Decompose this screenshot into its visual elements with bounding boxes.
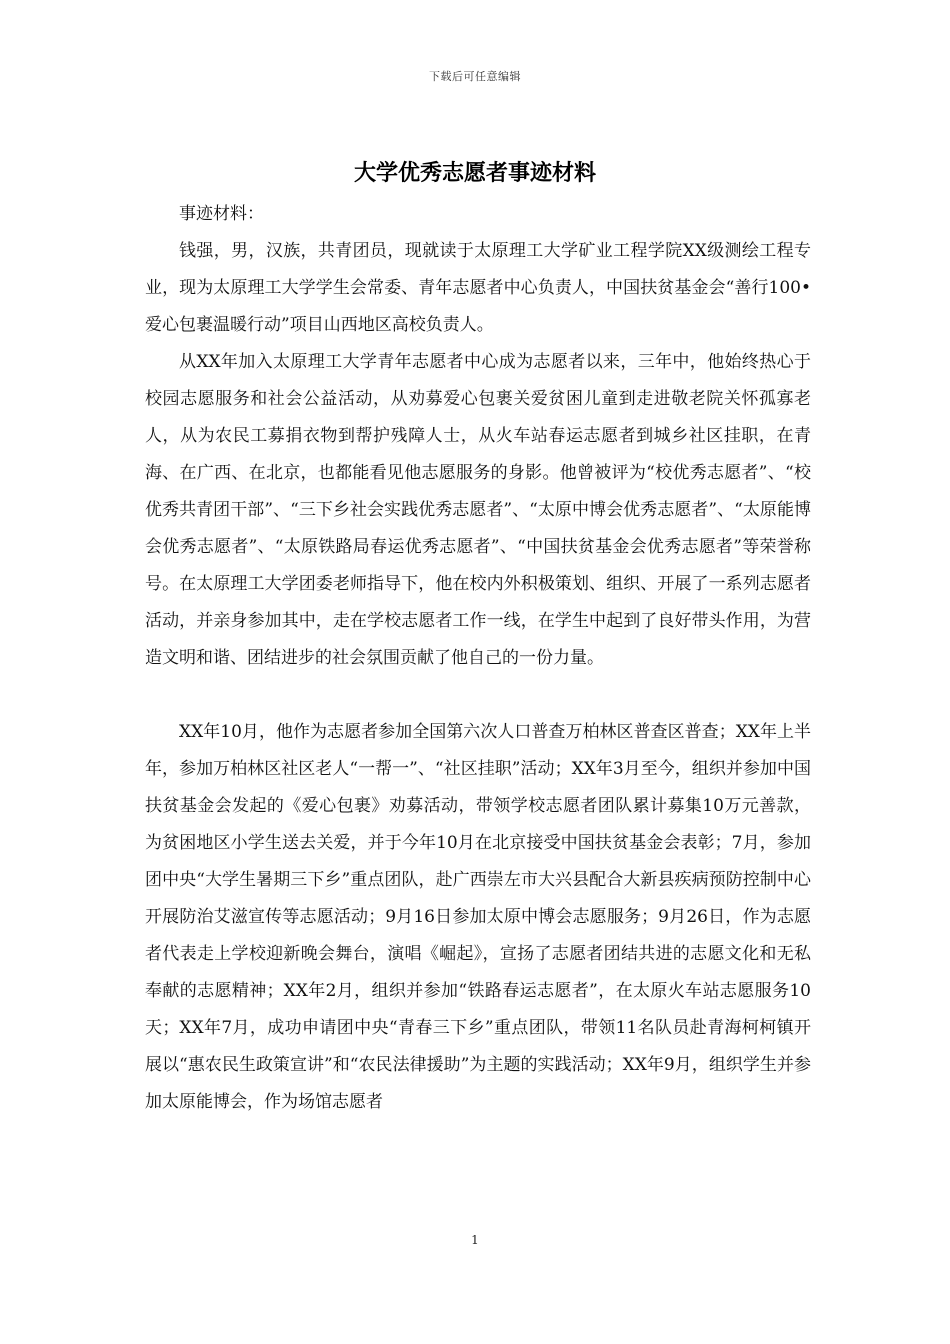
paragraph-profile: 钱强，男，汉族，共青团员，现就读于太原理工大学矿业工程学院XX级测绘工程专业，现为太原理工大学学生会常委、青年志愿者中心负责人，中国扶贫基金会“善行100•爱心包裹温暖行动”项目山西地区高校负责人。 [145,241,811,335]
document-title: 大学优秀志愿者事迹材料 [353,161,596,186]
page-header: 下载后可任意编辑 [429,70,521,83]
paragraph-activities: XX年10月，他作为志愿者参加全国第六次人口普查万柏林区普查区普查；XX年上半年，参加万柏林区社区老人“一帮一”、“社区挂职”活动；XX年3月至今，组织并参加中国扶贫基金会发起的《爱心包裹》劝募活动，带领学校志愿者团队累计募集10万元善款，为贫困地区小学生送去关爱，并于今年10月在北京接受中国扶贫基金会表彰；7月，参加团中央“大学生暑期三下乡”重点团队，赴广西崇左市大兴县配合大新县疾病预防控制中心开展防治艾滋宣传等志愿活动；9月16日参加太原中博会志愿服务；9月26日，作为志愿者代表走上学校迎新晚会舞台，演唱《崛起》，宣扬了志愿者团结共进的志愿文化和无私奉献的志愿精神；XX年2月，组织并参加“铁路春运志愿者”，在太原火车站志愿服务10天；XX年7月，成功申请团中央“青春三下乡”重点团队，带领11名队员赴青海柯柯镇开展以“惠农民生政策宣讲”和“农民法律援助”为主题的实践活动；XX年9月，组织学生并参加太原能博会，作为场馆志愿者 [145,722,811,1112]
page-number: 1 [471,1233,479,1247]
paragraph-achievements: 从XX年加入太原理工大学青年志愿者中心成为志愿者以来，三年中，他始终热心于校园志愿服务和社会公益活动，从劝募爱心包裹关爱贫困儿童到走进敬老院关怀孤寡老人，从为农民工募捐衣物到帮护残障人士，从火车站春运志愿者到城乡社区挂职，在青海、在广西、在北京，也都能看见他志愿服务的身影。他曾被评为“校优秀志愿者”、“校优秀共青团干部”、“三下乡社会实践优秀志愿者”、“太原中博会优秀志愿者”、“太原能博会优秀志愿者”、“太原铁路局春运优秀志愿者”、“中国扶贫基金会优秀志愿者”等荣誉称号。在太原理工大学团委老师指导下，他在校内外积极策划、组织、开展了一系列志愿者活动，并亲身参加其中，走在学校志愿者工作一线，在学生中起到了良好带头作用，为营造文明和谐、团结进步的社会氛围贡献了他自己的一份力量。 [145,352,811,668]
document-body [145,196,811,1121]
paragraph-intro-label: 事迹材料： [179,204,264,224]
